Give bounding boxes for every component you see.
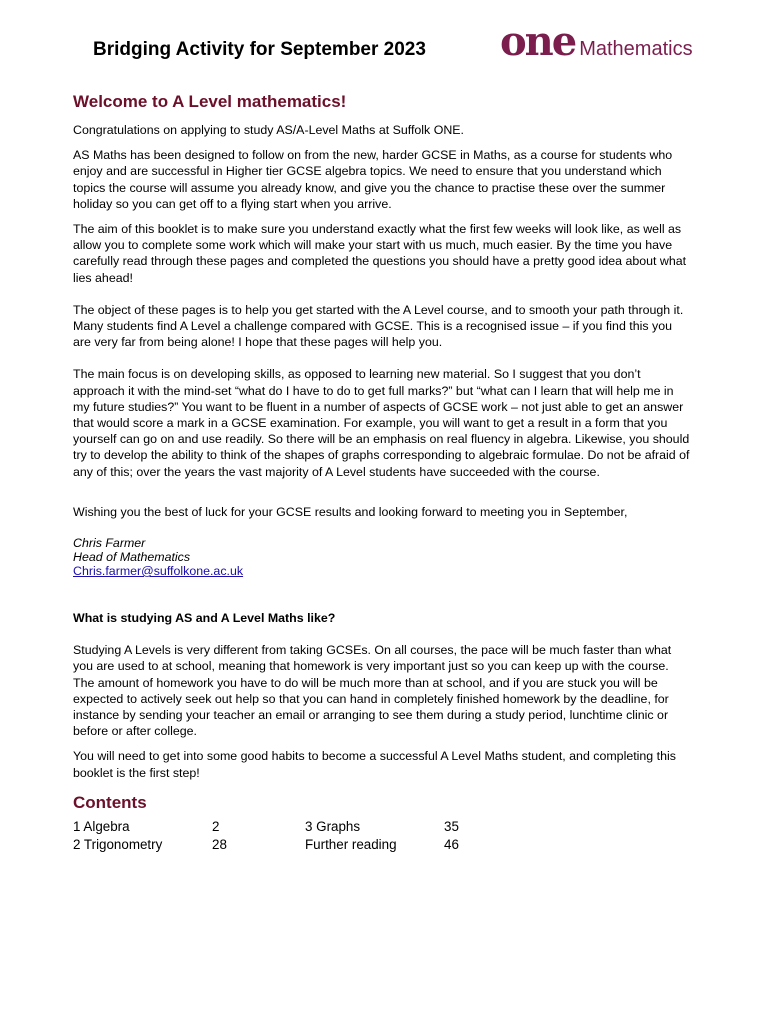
document-body — [73, 92, 691, 855]
one-mathematics-logo — [500, 18, 693, 65]
toc-entry-title: Further reading — [305, 836, 397, 852]
toc-entry-title: 1 Algebra — [73, 818, 130, 834]
welcome-paragraph-3: The aim of this booklet is to make sure you understand exactly what the first few weeks will look like, as well as allow you to complete some work which will make your start with us much, much easier. By the time you have carefully read through these pages and completed the questions you should have a pretty good idea about what lies ahead! — [73, 222, 687, 285]
welcome-heading: Welcome to A Level mathematics! — [73, 92, 347, 111]
toc-entry-page: 28 — [212, 836, 227, 852]
studying-paragraph-1: Studying A Levels is very different from taking GCSEs. On all courses, the pace will be much faster than what you are used to at school, meaning that homework is very important just so you can keep up with the course. The amount of homework you have to do will be much more than at school, and if you are stuck you will be expected to actively seek out help so that you can hand in completely finished homework by the deadline, for instance by sending your teacher an email or arranging to see them during a study period, lunchtime clinic or before or after college. — [73, 643, 672, 739]
toc-entry-page: 35 — [444, 818, 459, 834]
welcome-paragraph-1: Congratulations on applying to study AS/A-Level Maths at Suffolk ONE. — [73, 123, 464, 137]
logo-one-text: one — [500, 18, 576, 65]
toc-row — [73, 837, 691, 855]
welcome-paragraph-2: AS Maths has been designed to follow on from the new, harder GCSE in Maths, as a course for students who enjoy and are successful in Higher tier GCSE algebra topics. We need to ensure that you understand which topics the course will assume you already know, and give you the chance to practise these over the summer holiday so you can get off to a flying start when you arrive. — [73, 148, 673, 211]
studying-paragraph-2: You will need to get into some good habits to become a successful A Level Maths student, and completing this booklet is the first step! — [73, 749, 676, 780]
signature-role: Head of Mathematics — [73, 550, 191, 565]
toc-entry-page: 46 — [444, 836, 459, 852]
welcome-paragraph-4: The object of these pages is to help you get started with the A Level course, and to smooth your path through it. Many students find A Level a challenge compared with GCSE. This is a recognised issue – if you find this you are very far from being alone! I hope that these pages will help you. — [73, 302, 684, 350]
signature-name: Chris Farmer — [73, 536, 146, 551]
signature-email-link[interactable]: Chris.farmer@suffolkone.ac.uk — [73, 564, 244, 579]
welcome-paragraph-5: The main focus is on developing skills, as opposed to learning new material. So I suggest that you don’t approach it with the mind-set “what do I have to do to get full marks?” but “what can I learn that will help me in my future studies?” You want to be fluent in a number of aspects of GCSE work – not just able to get an answer that would score a mark in a GCSE examination. For example, you will want to get a result in a form that you yourself can go on and use readily. So there will be an emphasis on real fluency in algebra. Likewise, you should try to develop the ability to think of the shapes of graphs corresponding to algebraic formulae. Do not be afraid of any of this; over the years the vast majority of A Level students have succeeded with the course. — [73, 367, 690, 479]
document-title: Bridging Activity for September 2023 — [93, 39, 426, 60]
toc-entry-title: 2 Trigonometry — [73, 836, 163, 852]
toc-row — [73, 819, 691, 837]
toc-entry-page: 2 — [212, 818, 220, 834]
toc-entry-title: 3 Graphs — [305, 818, 361, 834]
contents-heading: Contents — [73, 792, 147, 812]
studying-heading: What is studying AS and A Level Maths like? — [73, 611, 336, 626]
welcome-paragraph-6: Wishing you the best of luck for your GCSE results and looking forward to meeting you in September, — [73, 504, 628, 519]
logo-mathematics-text: Mathematics — [579, 38, 693, 60]
